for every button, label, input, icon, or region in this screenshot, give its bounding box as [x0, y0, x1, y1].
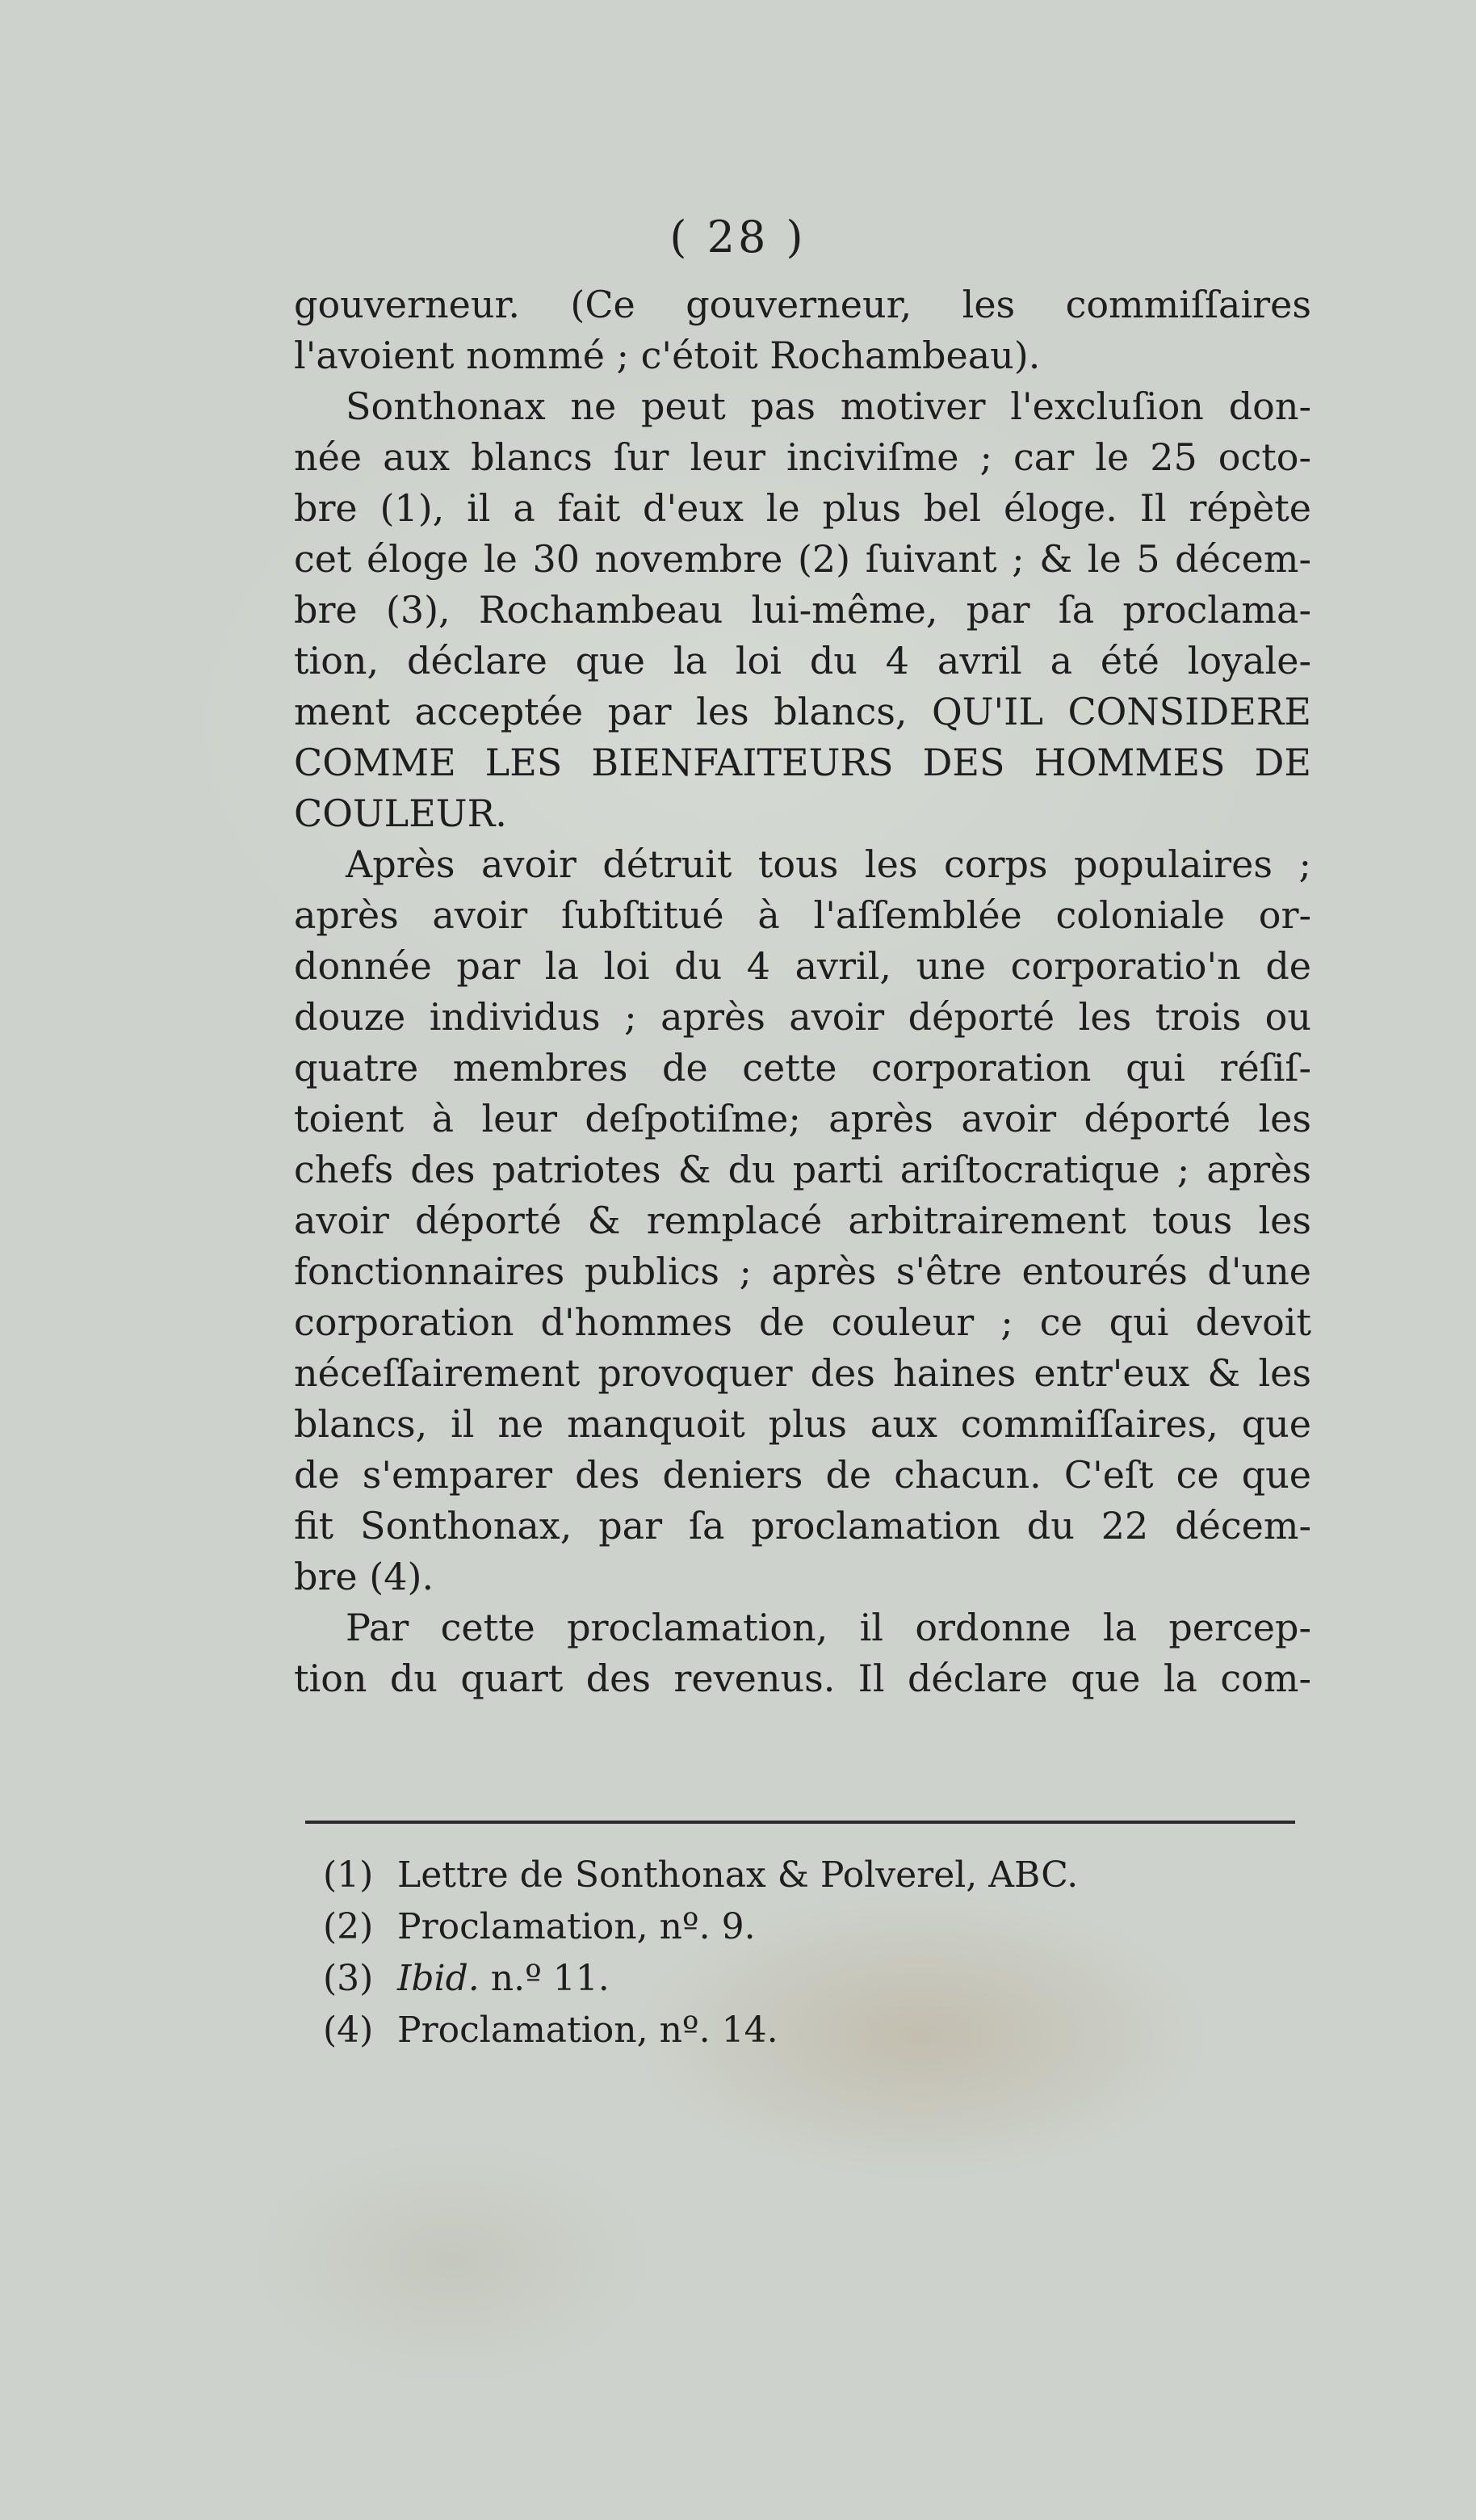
footnote-mark: (1) — [323, 1854, 374, 1896]
text-line: gouverneur. (Ce gouverneur, les commiſſaires — [294, 283, 1311, 326]
text-line: COULEUR. — [294, 792, 507, 835]
text-line: blancs, il ne manquoit plus aux commiſſaires, que — [294, 1402, 1311, 1446]
footnote-mark: (3) — [323, 1958, 374, 1999]
text-line: avoir déporté & remplacé arbitrairement tous les — [294, 1199, 1311, 1242]
text-line: bre (3), Rochambeau lui-même, par ſa proclama- — [294, 588, 1311, 632]
text-line: Par cette proclamation, il ordonne la percep- — [346, 1606, 1311, 1649]
footnote-text: Lettre de Sonthonax & Polverel, ABC. — [397, 1854, 1079, 1896]
text-line: fonctionnaires publics ; après s'être entourés d'une — [294, 1250, 1311, 1293]
footnote-mark: (2) — [323, 1906, 374, 1947]
text-line: néceſſairement provoquer des haines entr'eux & les — [294, 1351, 1311, 1395]
text-line: bre (4). — [294, 1555, 434, 1598]
text-line: de s'emparer des deniers de chacun. C'eſt ce que — [294, 1453, 1311, 1497]
page-number: ( 28 ) — [669, 212, 807, 262]
footnote-text: Proclamation, nº. 14. — [397, 2010, 778, 2051]
footnote-text: Proclamation, nº. 9. — [397, 1906, 756, 1947]
text-line: donnée par la loi du 4 avril, une corporatio'n de — [294, 944, 1311, 988]
footnote — [323, 1901, 1292, 1953]
text-line: fit Sonthonax, par ſa proclamation du 22 décem- — [294, 1504, 1311, 1548]
text-line: quatre membres de cette corporation qui réſiſ- — [294, 1046, 1311, 1090]
text-line: bre (1), il a fait d'eux le plus bel éloge. Il répète — [294, 486, 1311, 530]
text-line: tion du quart des revenus. Il déclare que la com- — [294, 1657, 1311, 1700]
body-text — [294, 279, 1311, 1704]
footnote-italic: Ibid. — [397, 1958, 480, 1999]
text-line: COMME LES BIENFAITEURS DES HOMMES DE — [294, 741, 1311, 784]
footnotes — [323, 1850, 1292, 2056]
text-line: après avoir ſubſtitué à l'aſſemblée coloniale or- — [294, 893, 1311, 937]
text-line: Sonthonax ne peut pas motiver l'excluſion don- — [346, 384, 1311, 428]
footnote-divider — [305, 1821, 1295, 1824]
footnote-mark: (4) — [323, 2010, 374, 2051]
footnote — [323, 2005, 1292, 2056]
text-line: cet éloge le 30 novembre (2) ſuivant ; & le 5 décem- — [294, 537, 1311, 581]
text-line: corporation d'hommes de couleur ; ce qui devoit — [294, 1300, 1311, 1344]
text-line: chefs des patriotes & du parti ariſtocratique ; après — [294, 1148, 1311, 1191]
text-line: l'avoient nommé ; c'étoit Rochambeau). — [294, 334, 1041, 377]
text-line: ment acceptée par les blancs, QU'IL CONSIDERE — [294, 690, 1311, 733]
footnote — [323, 1850, 1292, 1901]
footnote-text: n.º 11. — [479, 1958, 610, 1999]
text-line: douze individus ; après avoir déporté les trois ou — [294, 995, 1311, 1039]
footnote — [323, 1953, 1292, 2005]
text-line: toient à leur deſpotiſme; après avoir déporté les — [294, 1097, 1311, 1140]
text-line: née aux blancs ſur leur inciviſme ; car le 25 octo- — [294, 435, 1311, 479]
text-line: tion, déclare que la loi du 4 avril a été loyale- — [294, 639, 1311, 682]
text-line: Après avoir détruit tous les corps populaires ; — [346, 842, 1311, 886]
